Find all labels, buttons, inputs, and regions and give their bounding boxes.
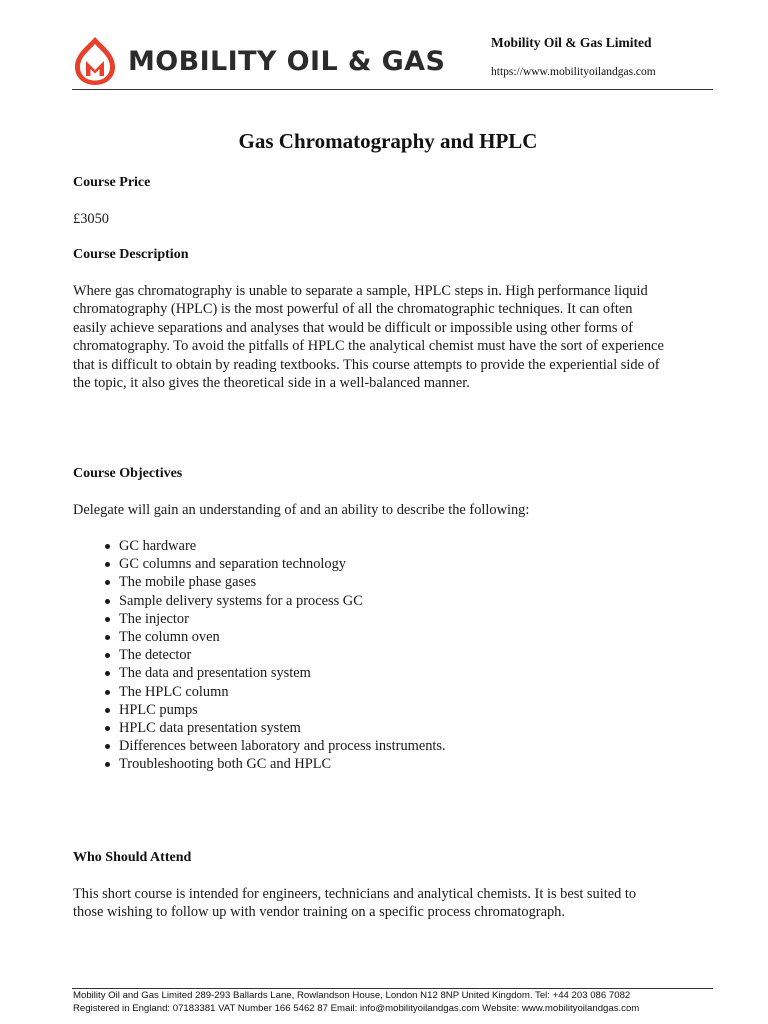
list-item [101, 737, 446, 755]
list-item [101, 646, 446, 664]
bullet-icon [105, 653, 110, 658]
list-item-text: The column oven [119, 629, 220, 646]
footer-registration: Registered in England: 07183381 VAT Number 166 5462 87 Email: info@mobilityoilandgas.com Website: www.mobilityoilandgas.com [73, 1003, 640, 1014]
list-item-text: The detector [119, 647, 192, 664]
bullet-icon [105, 617, 110, 622]
bullet-icon [105, 635, 110, 640]
objectives-intro: Delegate will gain an understanding of and an ability to describe the following: [73, 502, 530, 518]
description-paragraph [73, 282, 723, 392]
list-item-text: Sample delivery systems for a process GC [119, 592, 363, 609]
list-item-text: The injector [119, 610, 189, 627]
list-item [101, 555, 446, 573]
description-line: the topic, it also gives the theoretical side in a well-balanced manner. [73, 375, 470, 392]
attend-paragraph [73, 885, 723, 922]
list-item [101, 628, 446, 646]
list-item [101, 755, 446, 773]
company-name: Mobility Oil & Gas Limited [491, 35, 652, 50]
list-item-text: The mobile phase gases [119, 574, 257, 591]
description-heading: Course Description [73, 247, 189, 262]
company-logo [72, 36, 445, 86]
price-value: £3050 [73, 211, 109, 227]
bullet-icon [105, 762, 110, 767]
description-line: chromatography. To avoid the pitfalls of HPLC the analytical chemist must have the sort of experience [73, 338, 664, 355]
list-item [101, 537, 446, 555]
list-item [101, 592, 446, 610]
company-url[interactable]: https://www.mobilityoilandgas.com [491, 66, 656, 78]
price-heading: Course Price [73, 175, 151, 190]
list-item [101, 683, 446, 701]
bullet-icon [105, 708, 110, 713]
list-item [101, 610, 446, 628]
description-line: chromatography (HPLC) is the most powerful of all the chromatographic techniques. It can often [73, 301, 633, 318]
list-item-text: Troubleshooting both GC and HPLC [119, 756, 332, 773]
bullet-icon [105, 562, 110, 567]
footer-address: Mobility Oil and Gas Limited 289-293 Ballards Lane, Rowlandson House, London N12 8NP United Kingdom. Tel: +44 203 086 7082 [73, 990, 631, 1001]
flame-m-logo-icon [72, 36, 118, 86]
description-line: Where gas chromatography is unable to separate a sample, HPLC steps in. High performance liquid [73, 283, 648, 299]
bullet-icon [105, 599, 110, 604]
attend-line: This short course is intended for engineers, technicians and analytical chemists. It is best suited to [73, 886, 637, 902]
attend-heading: Who Should Attend [73, 850, 192, 865]
bullet-icon [105, 726, 110, 731]
description-line: that is difficult to obtain by reading textbooks. This course attempts to provide the experiential side of [73, 356, 660, 373]
bullet-icon [105, 544, 110, 549]
logo-wordmark: MOBILITY OIL & GAS [128, 45, 446, 77]
bullet-icon [105, 690, 110, 695]
list-item-text: Differences between laboratory and process instruments. [119, 738, 446, 755]
objectives-heading: Course Objectives [73, 466, 183, 481]
list-item-text: GC columns and separation technology [119, 556, 347, 573]
attend-line: those wishing to follow up with vendor training on a specific process chromatograph. [73, 904, 565, 921]
bullet-icon [105, 671, 110, 676]
list-item [101, 719, 446, 737]
list-item [101, 701, 446, 719]
list-item-text: HPLC pumps [119, 701, 198, 718]
list-item-text: The HPLC column [119, 683, 229, 700]
list-item [101, 573, 446, 591]
list-item [101, 664, 446, 682]
objectives-list [101, 537, 446, 774]
list-item-text: HPLC data presentation system [119, 720, 301, 737]
list-item-text: The data and presentation system [119, 665, 311, 682]
description-line: easily achieve separations and analyses that would be difficult or impossible using other forms of [73, 319, 634, 336]
header-divider [72, 89, 713, 90]
list-item-text: GC hardware [119, 538, 197, 554]
bullet-icon [105, 580, 110, 585]
footer-divider [72, 988, 713, 989]
bullet-icon [105, 744, 110, 749]
page-title: Gas Chromatography and HPLC [238, 129, 538, 153]
